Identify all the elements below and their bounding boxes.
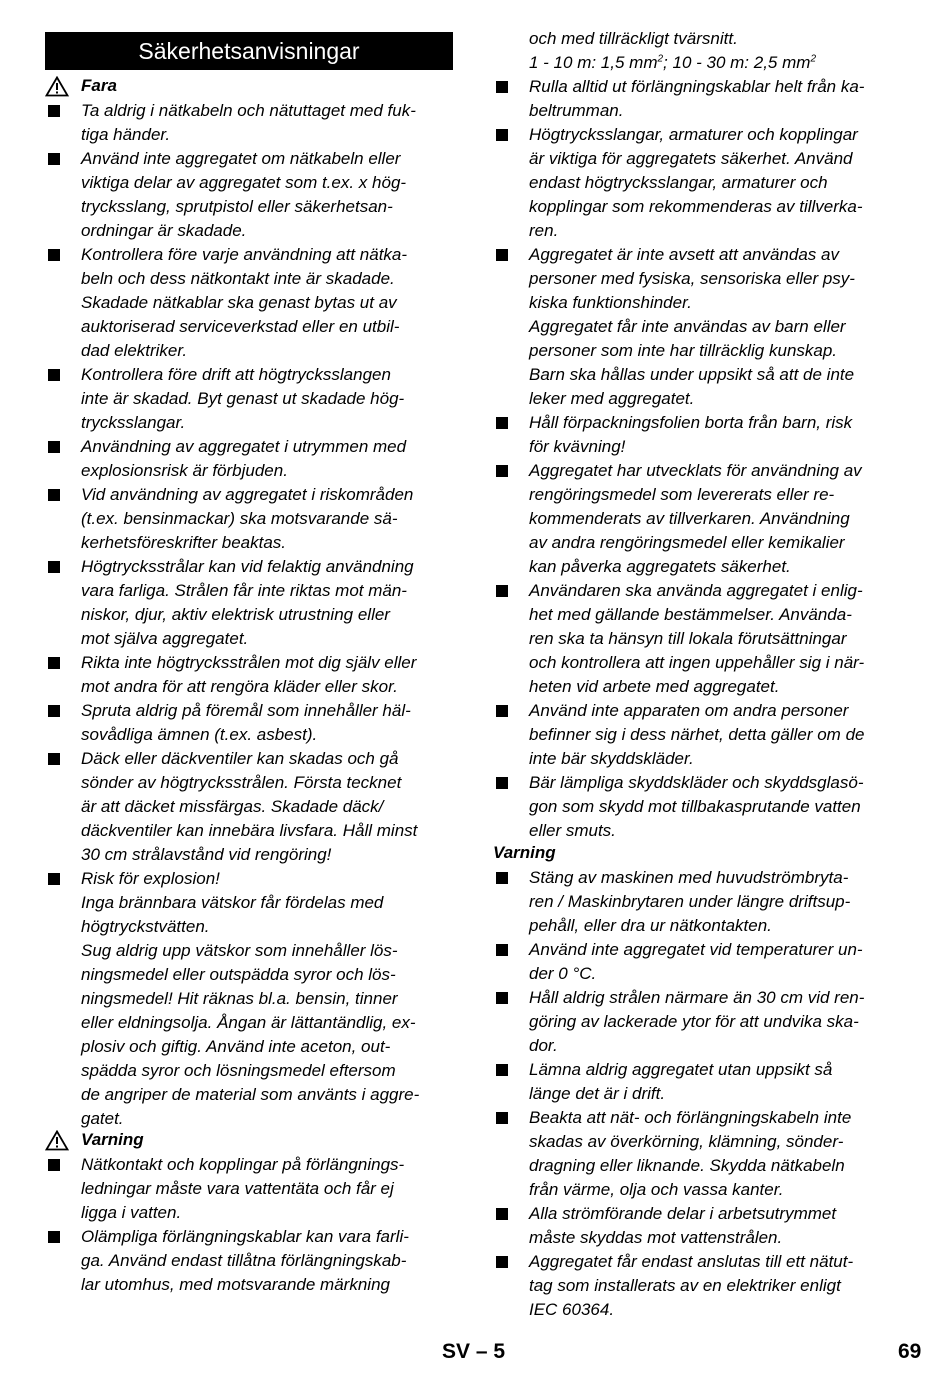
list-item-line: Användaren ska använda aggregatet i enlig- <box>529 581 863 600</box>
list-item <box>493 459 905 579</box>
list-item-line: de angriper de material som använts i aggre- <box>81 1085 420 1104</box>
list-item-line: från värme, olja och vassa kanter. <box>529 1180 784 1199</box>
list-item-line: Alla strömförande delar i arbetsutrymmet <box>529 1204 837 1223</box>
list-item <box>493 411 905 459</box>
page-number: 69 <box>898 1340 922 1363</box>
page-title: Säkerhetsanvisningar <box>45 32 453 70</box>
list-item-line: Vid användning av aggregatet i riskområden <box>81 485 414 504</box>
list-item <box>493 938 905 986</box>
list-item-line: Håll aldrig strålen närmare än 30 cm vid ren- <box>529 988 865 1007</box>
list-item-line: Inga brännbara vätskor får fördelas med <box>81 893 384 912</box>
list-item-line: beltrumman. <box>529 101 624 120</box>
list-item-line: Stäng av maskinen med huvudströmbryta- <box>529 868 849 887</box>
list-item-line: Använd inte aggregatet om nätkabeln eller <box>81 149 401 168</box>
list-item-line: Bär lämpliga skyddskläder och skyddsglasö- <box>529 773 864 792</box>
list-item-line: ren / Maskinbrytaren under längre driftsup- <box>529 892 851 911</box>
bullet-square-icon <box>496 1208 508 1220</box>
list-item-line: personer med fysiska, sensoriska eller psy- <box>529 269 855 288</box>
bullet-square-icon <box>48 489 60 501</box>
list-item-line: är viktiga för aggregatets säkerhet. Använd <box>529 149 853 168</box>
list-item-line: däckventiler kan innebära livsfara. Håll minst <box>81 821 418 840</box>
list-item-line: auktoriserad serviceverkstad eller en utbil- <box>81 317 400 336</box>
list-item-line: Olämpliga förlängningskablar kan vara farli- <box>81 1227 409 1246</box>
list-item <box>493 75 905 123</box>
bullet-square-icon <box>496 585 508 597</box>
list-item-line: rengöringsmedel som levererats eller re- <box>529 485 835 504</box>
list-item-line: ningsmedel! Hit räknas bl.a. bensin, tinner <box>81 989 398 1008</box>
continued-line-1: och med tillräckligt tvärsnitt. <box>529 29 738 48</box>
list-item-line: måste skyddas mot vattenstrålen. <box>529 1228 783 1247</box>
list-item-line: tag som installerats av en elektriker enligt <box>529 1276 841 1295</box>
list-item-line: tiga händer. <box>81 125 171 144</box>
varning-label: Varning <box>81 1130 144 1149</box>
list-item <box>493 1106 905 1202</box>
list-item-line: gon som skydd mot tillbakasprutande vatten <box>529 797 861 816</box>
list-item-line: av andra rengöringsmedel eller kemikalier <box>529 533 845 552</box>
list-item-line: gatet. <box>81 1109 124 1128</box>
list-item-line: plosiv och giftig. Använd inte aceton, out- <box>81 1037 391 1056</box>
list-item-line: ningsmedel eller outspädda syror och lös- <box>81 965 396 984</box>
list-item-line: 30 cm strålavstånd vid rengöring! <box>81 845 332 864</box>
list-item <box>493 771 905 843</box>
list-item-line: explosionsrisk är förbjuden. <box>81 461 288 480</box>
warning-triangle-icon <box>45 1130 69 1151</box>
varning2-label: Varning <box>493 843 556 862</box>
list-item-line: högtryckstvätten. <box>81 917 210 936</box>
list-item-line: mot själva aggregatet. <box>81 629 249 648</box>
list-item-line: kerhetsföreskrifter beaktas. <box>81 533 287 552</box>
bullet-square-icon <box>496 992 508 1004</box>
list-item-line: der 0 °C. <box>529 964 597 983</box>
list-item <box>45 867 455 1131</box>
list-item <box>45 147 455 243</box>
varning2-subheading <box>493 841 556 865</box>
list-item <box>45 699 455 747</box>
list-item-line: ren. <box>529 221 559 240</box>
list-item-line: ledningar måste vara vattentäta och får ej <box>81 1179 394 1198</box>
list-item-line: dor. <box>529 1036 558 1055</box>
bullet-square-icon <box>496 705 508 717</box>
list-item <box>493 866 905 938</box>
bullet-square-icon <box>48 369 60 381</box>
list-item-line: Skadade nätkablar ska genast bytas ut av <box>81 293 397 312</box>
list-item <box>45 363 455 435</box>
list-item-line: skadas av överkörning, klämning, sönder- <box>529 1132 844 1151</box>
list-item <box>45 243 455 363</box>
list-item-line: trycksslangar. <box>81 413 186 432</box>
fara-label: Fara <box>81 76 117 95</box>
list-item-line: het med gällande bestämmelser. Använda- <box>529 605 852 624</box>
list-item-line: endast högtrycksslangar, armaturer och <box>529 173 828 192</box>
list-item-line: dad elektriker. <box>81 341 188 360</box>
list-item <box>493 986 905 1058</box>
bullet-square-icon <box>48 873 60 885</box>
list-item-line: och kontrollera att ingen uppehåller sig i när- <box>529 653 865 672</box>
bullet-square-icon <box>48 561 60 573</box>
list-item-line: göring av lackerade ytor för att undvika ska- <box>529 1012 859 1031</box>
list-item-line: ren ska ta hänsyn till lokala förutsättningar <box>529 629 847 648</box>
list-item-line: kopplingar som rekommenderas av tillverka- <box>529 197 863 216</box>
list-item <box>493 243 905 411</box>
list-item-line: inte bär skyddskläder. <box>529 749 694 768</box>
bullet-square-icon <box>496 129 508 141</box>
list-item-line: Rulla alltid ut förlängningskablar helt från ka- <box>529 77 865 96</box>
list-item-line: för kvävning! <box>529 437 626 456</box>
list-item-line: viktiga delar av aggregatet som t.ex. x hög- <box>81 173 407 192</box>
list-item <box>45 1153 455 1225</box>
bullet-square-icon <box>48 1231 60 1243</box>
bullet-square-icon <box>48 753 60 765</box>
bullet-square-icon <box>496 417 508 429</box>
bullet-square-icon <box>496 1256 508 1268</box>
list-item-line: länge det är i drift. <box>529 1084 666 1103</box>
list-item-line: Rikta inte högtrycksstrålen mot dig själv eller <box>81 653 417 672</box>
list-item-line: kiska funktionshinder. <box>529 293 692 312</box>
list-item <box>45 99 455 147</box>
bullet-square-icon <box>496 777 508 789</box>
list-item-line: niskor, djur, aktiv elektrisk utrustning eller <box>81 605 390 624</box>
list-item <box>45 555 455 651</box>
continued-text <box>493 27 905 75</box>
list-item-line: Däck eller däckventiler kan skadas och gå <box>81 749 399 768</box>
bullet-square-icon <box>48 249 60 261</box>
list-item-line: Aggregatet får endast anslutas till ett nätut- <box>529 1252 854 1271</box>
list-item-line: Risk för explosion! <box>81 869 220 888</box>
list-item <box>493 1250 905 1322</box>
continued-line-2: 1 - 10 m: 1,5 $mm^2$; 10 - 30 m: 2,5 $mm^2$ <box>529 53 816 72</box>
list-item-line: Spruta aldrig på föremål som innehåller häl- <box>81 701 411 720</box>
list-item-line: eller smuts. <box>529 821 616 840</box>
list-item-line: Ta aldrig i nätkabeln och nätuttaget med fuk- <box>81 101 416 120</box>
list-item-line: Barn ska hållas under uppsikt så att de inte <box>529 365 855 384</box>
bullet-square-icon <box>48 657 60 669</box>
bullet-square-icon <box>496 1112 508 1124</box>
list-item-line: Håll förpackningsfolien borta från barn, risk <box>529 413 853 432</box>
bullet-square-icon <box>496 249 508 261</box>
list-item-line: personer som inte har tillräcklig kunskap. <box>529 341 838 360</box>
bullet-square-icon <box>496 944 508 956</box>
list-item-line: Högtrycksslangar, armaturer och kopplingar <box>529 125 858 144</box>
list-item-line: Aggregatet har utvecklats för användning av <box>529 461 862 480</box>
warning-triangle-icon <box>45 76 69 97</box>
list-item-line: Nätkontakt och kopplingar på förlängnings- <box>81 1155 405 1174</box>
list-item-line: ga. Använd endast tillåtna förlängningskab- <box>81 1251 407 1270</box>
bullet-square-icon <box>48 441 60 453</box>
bullet-square-icon <box>496 81 508 93</box>
list-item-line: kommenderats av tillverkaren. Användning <box>529 509 850 528</box>
list-item-line: beln och dess nätkontakt inte är skadade. <box>81 269 395 288</box>
list-item-line: spädda syror och lösningsmedel eftersom <box>81 1061 396 1080</box>
footer-section-label: SV – 5 <box>442 1340 506 1363</box>
list-item-line: dragning eller liknande. Skydda nätkabeln <box>529 1156 845 1175</box>
list-item-line: Lämna aldrig aggregatet utan uppsikt så <box>529 1060 833 1079</box>
list-item-line: inte är skadad. Byt genast ut skadade hög- <box>81 389 405 408</box>
list-item-line: leker med aggregatet. <box>529 389 695 408</box>
list-item-line: (t.ex. bensinmackar) ska motsvarande sä- <box>81 509 398 528</box>
list-item <box>493 579 905 699</box>
list-item <box>45 747 455 867</box>
varning-subheading <box>45 1128 144 1152</box>
list-item-line: Kontrollera före varje användning att nätka- <box>81 245 408 264</box>
list-item <box>45 1225 455 1297</box>
list-item <box>45 435 455 483</box>
list-item <box>45 483 455 555</box>
bullet-square-icon <box>48 153 60 165</box>
list-item-line: Aggregatet får inte användas av barn eller <box>529 317 846 336</box>
list-item-line: ordningar är skadade. <box>81 221 247 240</box>
list-item-line: vara farliga. Strålen får inte riktas mot män- <box>81 581 407 600</box>
list-item-line: Användning av aggregatet i utrymmen med <box>81 437 407 456</box>
list-item-line: Sug aldrig upp vätskor som innehåller lös- <box>81 941 398 960</box>
bullet-square-icon <box>496 1064 508 1076</box>
list-item-line: Högtrycksstrålar kan vid felaktig användning <box>81 557 414 576</box>
list-item <box>493 123 905 243</box>
bullet-square-icon <box>48 705 60 717</box>
list-item-line: lar utomhus, med motsvarande märkning <box>81 1275 390 1294</box>
list-item-line: ligga i vatten. <box>81 1203 182 1222</box>
bullet-square-icon <box>496 465 508 477</box>
bullet-square-icon <box>496 872 508 884</box>
list-item-line: heten vid arbete med aggregatet. <box>529 677 780 696</box>
list-item-line: sönder av högtrycksstrålen. Första tecknet <box>81 773 402 792</box>
bullet-square-icon <box>48 1159 60 1171</box>
list-item-line: befinner sig i dess närhet, detta gäller om de <box>529 725 865 744</box>
fara-subheading <box>45 74 117 98</box>
list-item-line: IEC 60364. <box>529 1300 615 1319</box>
list-item <box>493 1202 905 1250</box>
list-item-line: trycksslang, sprutpistol eller säkerhetsan- <box>81 197 393 216</box>
list-item-line: kan påverka aggregatets säkerhet. <box>529 557 791 576</box>
list-item-line: eller eldningsolja. Ångan är lättantändlig, ex- <box>81 1013 416 1032</box>
list-item-line: mot andra för att rengöra kläder eller skor. <box>81 677 398 696</box>
list-item-line: pehåll, eller dra ur nätkontakten. <box>529 916 772 935</box>
list-item-line: Använd inte apparaten om andra personer <box>529 701 849 720</box>
list-item-line: Beakta att nät- och förlängningskabeln inte <box>529 1108 852 1127</box>
list-item-line: Aggregatet är inte avsett att användas av <box>529 245 839 264</box>
list-item-line: sovådliga ämnen (t.ex. asbest). <box>81 725 318 744</box>
list-item-line: är att däcket missfärgas. Skadade däck/ <box>81 797 384 816</box>
list-item <box>493 1058 905 1106</box>
bullet-square-icon <box>48 105 60 117</box>
list-item <box>493 699 905 771</box>
list-item <box>45 651 455 699</box>
list-item-line: Kontrollera före drift att högtrycksslangen <box>81 365 391 384</box>
list-item-line: Använd inte aggregatet vid temperaturer un- <box>529 940 863 959</box>
